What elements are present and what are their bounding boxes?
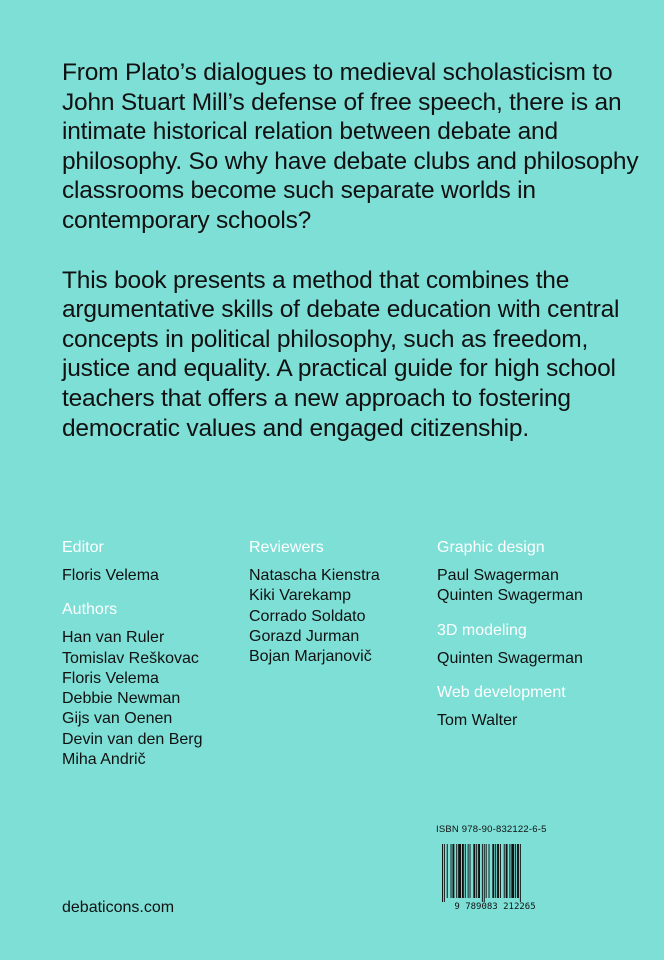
author-name: Tomislav Reškovac	[62, 649, 199, 667]
barcode-bar	[462, 844, 464, 898]
website-url: debaticons.com	[62, 899, 175, 916]
web-developer-name: Tom Walter	[437, 711, 518, 729]
author-name: Gijs van Oenen	[62, 710, 173, 728]
barcode-bar	[447, 844, 448, 898]
barcode-bar	[509, 844, 510, 898]
credits-column-2	[249, 538, 429, 681]
3d-modeling-heading: 3D modeling	[437, 621, 527, 639]
barcode-image	[436, 840, 554, 910]
barcode-bar	[482, 844, 483, 902]
credits-column-3	[437, 538, 637, 745]
barcode-bar	[444, 844, 445, 902]
barcode-bar	[497, 844, 499, 898]
editor-group	[62, 538, 242, 586]
editor-name: Floris Velema	[62, 567, 159, 584]
blurb	[62, 58, 642, 473]
isbn-barcode	[436, 824, 554, 910]
barcode-bar	[470, 844, 471, 898]
author-name: Miha Andrič	[62, 751, 146, 769]
web-development-group	[437, 683, 637, 731]
barcode-bar	[468, 844, 469, 898]
reviewer-name: Kiki Varekamp	[249, 587, 351, 605]
isbn-label: ISBN 978-90-832122-6-5	[436, 824, 547, 835]
barcode-bar	[465, 844, 466, 898]
graphic-design-heading: Graphic design	[437, 539, 545, 556]
barcode-bar	[492, 844, 494, 898]
author-name: Han van Ruler	[62, 629, 165, 647]
editor-heading: Editor	[62, 539, 104, 556]
web-development-heading: Web development	[437, 683, 566, 701]
barcode-box	[436, 840, 554, 910]
barcode-bar	[476, 844, 477, 898]
blurb-paragraph-2: This book presents a method that combines the argumentative skills of debate education with central concepts in political philosophy, such as freedom, justice and equality. A practical guide for high school teachers that offers a new approach to fostering democratic values and engaged citizenship.	[62, 266, 620, 442]
author-name: Devin van den Berg	[62, 730, 203, 748]
modeler-name: Quinten Swagerman	[437, 649, 583, 667]
barcode-bar	[511, 844, 514, 898]
barcode-bar	[504, 844, 505, 898]
barcode-digits: 9 789083 212265	[454, 902, 536, 910]
barcode-bar	[451, 844, 452, 898]
reviewers-group	[249, 538, 429, 667]
author-name: Floris Velema	[62, 669, 159, 687]
barcode-bar	[506, 844, 508, 898]
barcode-bar	[495, 844, 496, 898]
barcode-bar	[478, 844, 480, 898]
reviewer-name: Natascha Kienstra	[249, 567, 380, 584]
authors-group	[62, 600, 242, 770]
barcode-bar	[489, 844, 490, 898]
barcode-bar	[458, 844, 461, 898]
credits-column-1	[62, 538, 242, 784]
barcode-bar	[500, 844, 501, 898]
barcode-bar	[442, 844, 443, 902]
barcode-bar	[484, 844, 485, 902]
barcode-bar	[515, 844, 516, 898]
3d-modeling-group	[437, 621, 637, 669]
barcode-bar	[456, 844, 457, 898]
reviewers-heading: Reviewers	[249, 539, 324, 556]
barcode-bar	[517, 844, 519, 898]
designer-name: Quinten Swagerman	[437, 587, 583, 605]
authors-heading: Authors	[62, 601, 118, 619]
reviewer-name: Bojan Marjanovič	[249, 648, 372, 666]
barcode-bar	[486, 844, 487, 898]
reviewer-name: Gorazd Jurman	[249, 627, 360, 645]
barcode-bar	[520, 844, 521, 902]
reviewer-name: Corrado Soldato	[249, 607, 366, 625]
author-name: Debbie Newman	[62, 690, 181, 708]
blurb-paragraph-1: From Plato’s dialogues to medieval scholasticism to John Stuart Mill’s defense of free speech, there is an intimate historical relation between debate and philosophy. So why have debate clubs and philosophy classrooms become such separate worlds in contemporary schools?	[62, 59, 639, 234]
designer-name: Paul Swagerman	[437, 567, 559, 584]
barcode-bar	[452, 844, 454, 898]
graphic-design-group	[437, 538, 637, 607]
barcode-bar	[473, 844, 475, 898]
